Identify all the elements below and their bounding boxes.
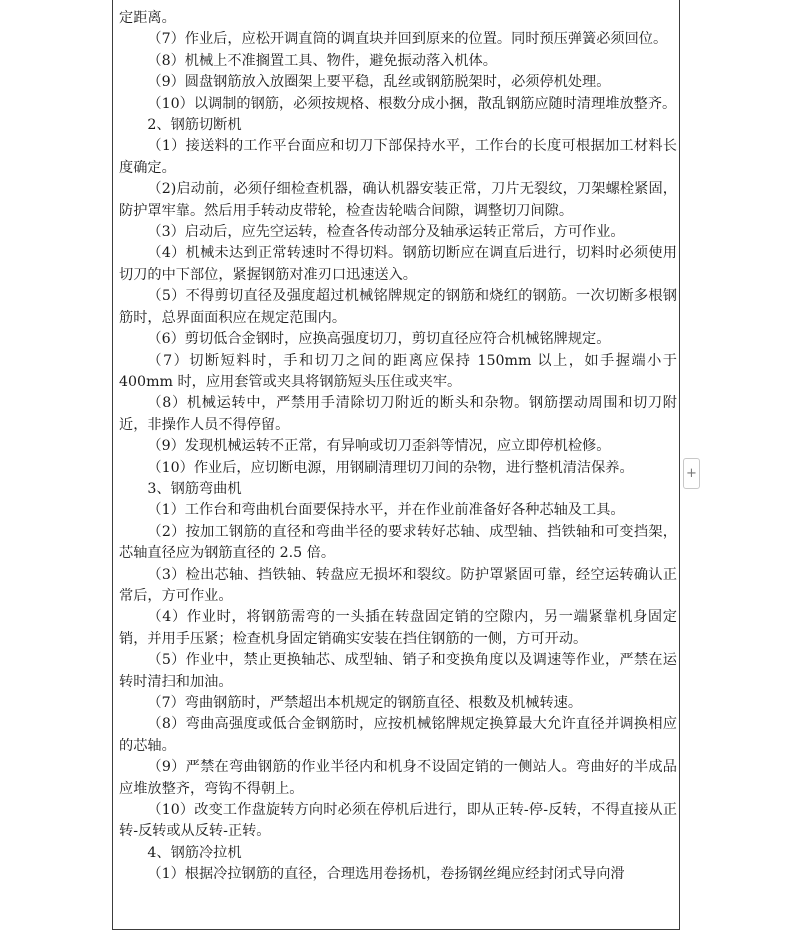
document-page [112, 0, 680, 930]
paragraph: （2）按加工钢筋的直径和弯曲半径的要求转好芯轴、成型轴、挡铁轴和可变挡架，芯轴直径应为钢筋直径的 2.5 倍。 [119, 523, 677, 562]
document-body [119, 8, 677, 886]
paragraph: （2)启动前，必须仔细检查机器，确认机器安装正常，刀片无裂纹，刀架螺栓紧固，防护罩牢靠。然后用手转动皮带轮，检查齿轮啮合间隙，调整切刀间隙。 [119, 181, 677, 219]
paragraph: （10）以调制的钢筋，必须按规格、根数分成小捆，散乱钢筋应随时清理堆放整齐。 [147, 95, 677, 112]
paragraph: （7）弯曲钢筋时，严禁超出本机规定的钢筋直径、根数及机械转速。 [147, 695, 583, 711]
paragraph: （1）接送料的工作平台面应和切刀下部保持水平，工作台的长度可根据加工材料长度确定。 [119, 138, 677, 176]
paragraph: （4）作业时，将钢筋需弯的一头插在转盘固定销的空隙内，另一端紧靠机身固定销，并用手压紧；检查机身固定销确实安装在挡住钢筋的一侧，方可开动。 [119, 609, 677, 647]
paragraph: （7）切断短料时，手和切刀之间的距离应保持 150mm 以上，如手握端小于 400mm 时，应用套管或夹具将钢筋短头压住或夹牢。 [119, 352, 677, 390]
paragraph: （1）根据冷拉钢筋的直径，合理选用卷扬机，卷扬钢丝绳应经封闭式导向滑 [147, 866, 625, 883]
paragraph: （1）工作台和弯曲机台面要保持水平，并在作业前准备好各种芯轴及工具。 [147, 502, 625, 519]
paragraph: （6）剪切低合金钢时，应换高强度切刀，剪切直径应符合机械铭牌规定。 [147, 331, 611, 348]
plus-icon: + [686, 466, 697, 481]
paragraph: 2、钢筋切断机 [147, 117, 242, 134]
paragraph: （4）机械未达到正常转速时不得切料。钢筋切断应在调直后进行，切料时必须使用切刀的中下部位，紧握钢筋对准刃口迅速送入。 [119, 245, 677, 283]
paragraph: （3）检出芯轴、挡铁轴、转盘应无损坏和裂纹。防护罩紧固可靠，经空运转确认正常后，方可作业。 [119, 566, 677, 604]
paragraph: （8）弯曲高强度或低合金钢筋时，应按机械铭牌规定换算最大允许直径并调换相应的芯轴。 [119, 716, 677, 754]
paragraph: 定距离。 [119, 10, 176, 26]
paragraph: （10）作业后，应切断电源，用钢刷清理切刀间的杂物，进行整机清洁保养。 [147, 459, 634, 476]
paragraph: （9）圆盘钢筋放入放圈架上要平稳，乱丝或钢筋脱架时，必须停机处理。 [147, 74, 611, 91]
paragraph: （9）发现机械运转不正常，有异响或切刀歪斜等情况，应立即停机检修。 [147, 438, 611, 455]
paragraph: 3、钢筋弯曲机 [147, 480, 242, 497]
paragraph: 4、钢筋冷拉机 [147, 844, 242, 861]
paragraph: （5）作业中，禁止更换轴芯、成型轴、销子和变换角度以及调速等作业，严禁在运转时清扫和加油。 [119, 652, 677, 690]
expand-handle[interactable] [683, 458, 700, 489]
paragraph: （8）机械运转中，严禁用手清除切刀附近的断头和杂物。钢筋摆动周围和切刀附近，非操作人员不得停留。 [119, 395, 677, 433]
paragraph: （10）改变工作盘旋转方向时必须在停机后进行，即从正转-停-反转，不得直接从正转-反转或从反转-正转。 [119, 802, 677, 840]
paragraph: （8）机械上不准搁置工具、物件，避免振动落入机体。 [147, 52, 497, 69]
paragraph: （7）作业后，应松开调直筒的调直块并回到原来的位置。同时预压弹簧必须回位。 [147, 31, 668, 48]
paragraph: （3）启动后，应先空运转，检查各传动部分及轴承运转正常后，方可作业。 [147, 224, 625, 241]
paragraph: （9）严禁在弯曲钢筋的作业半径内和机身不设固定销的一侧站人。弯曲好的半成品应堆放整齐，弯钩不得朝上。 [119, 759, 677, 797]
paragraph: （5）不得剪切直径及强度超过机械铭牌规定的钢筋和烧红的钢筋。一次切断多根钢筋时，总界面面积应在规定范围内。 [119, 288, 677, 326]
